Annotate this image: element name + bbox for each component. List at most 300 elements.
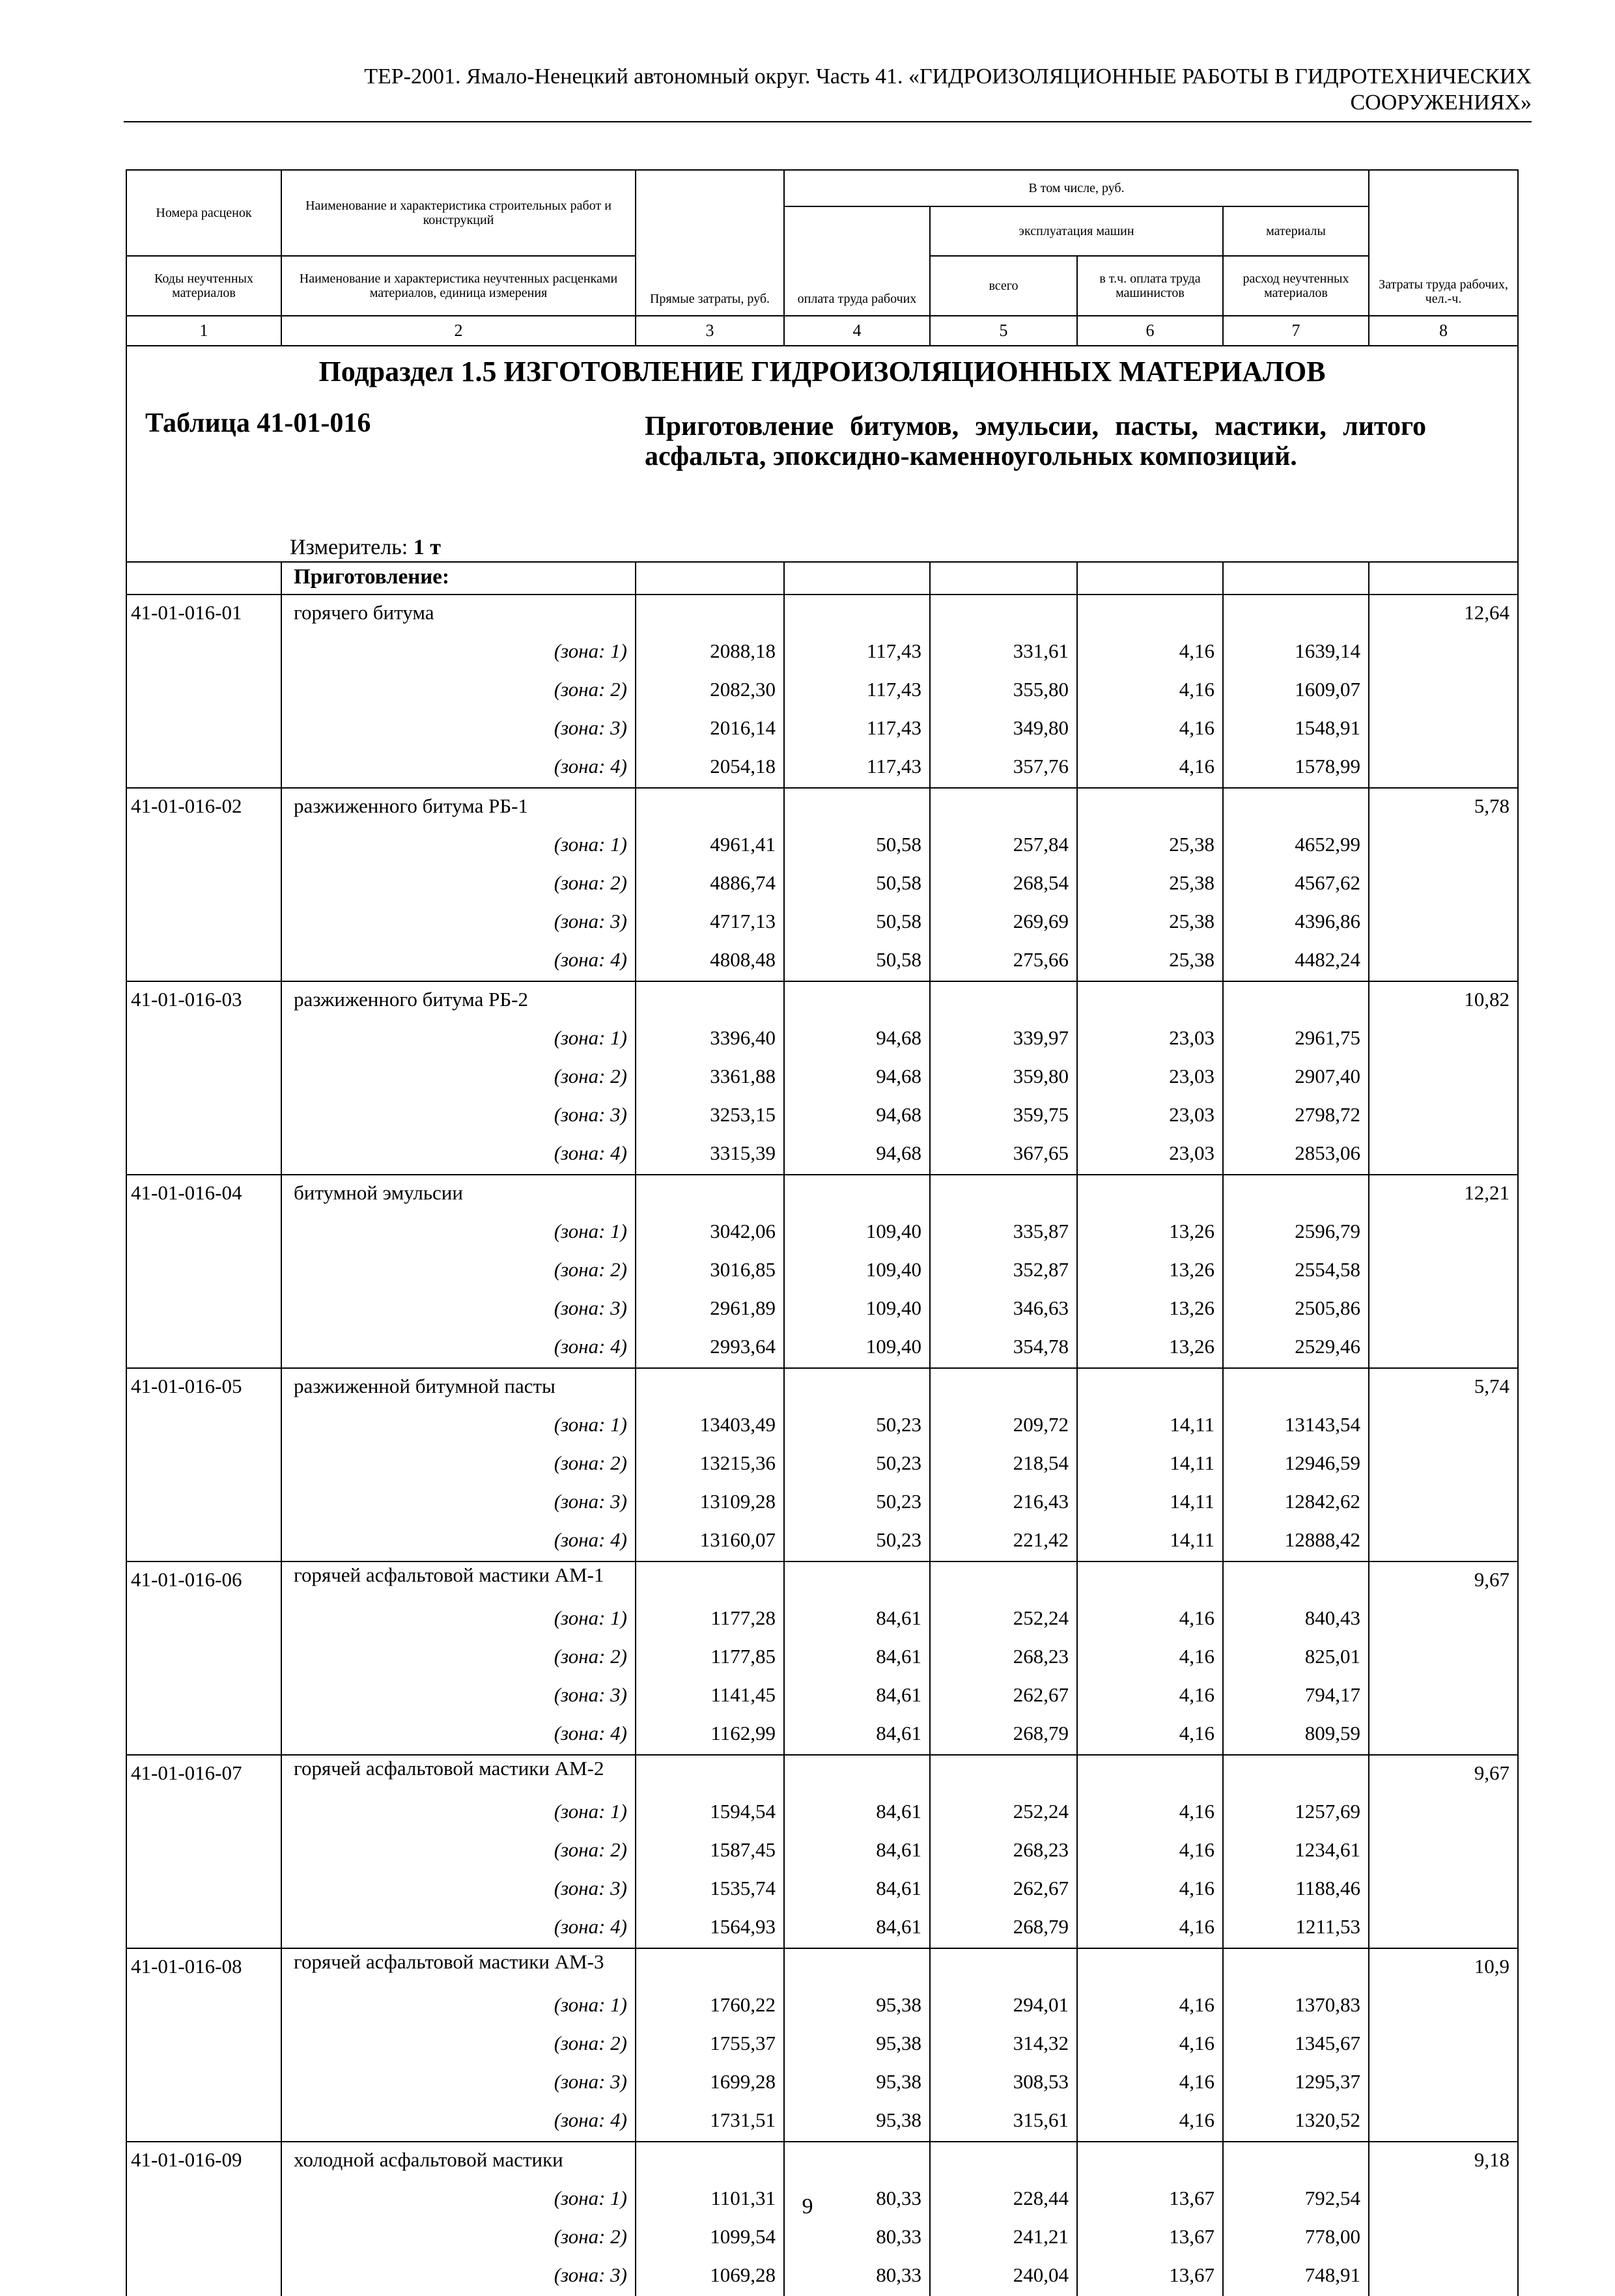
measure-value: 1 т	[413, 535, 441, 559]
labor-cost: 5,74	[1369, 1368, 1518, 1407]
value-direct: 3315,39	[636, 1136, 784, 1175]
value-mach: 268,79	[930, 1909, 1077, 1948]
value-mat: 2596,79	[1223, 1214, 1369, 1252]
column-number: 1	[126, 316, 281, 346]
empty-cell	[1369, 1484, 1518, 1522]
value-mat: 1345,67	[1223, 2026, 1369, 2064]
empty-cell	[1369, 1522, 1518, 1561]
empty-cell	[126, 2103, 281, 2142]
value-pay: 95,38	[784, 2026, 930, 2064]
column-number: 3	[636, 316, 784, 346]
value-direct: 2088,18	[636, 634, 784, 672]
value-direct: 1760,22	[636, 1987, 784, 2026]
value-pay: 50,23	[784, 1484, 930, 1522]
value-mach: 367,65	[930, 1136, 1077, 1175]
empty-cell	[636, 1755, 784, 1794]
empty-cell	[1223, 1175, 1369, 1214]
empty-cell	[126, 1639, 281, 1677]
value-mat: 1257,69	[1223, 1794, 1369, 1832]
empty-cell	[126, 1871, 281, 1909]
empty-cell	[1369, 1832, 1518, 1871]
value-direct: 1535,74	[636, 1871, 784, 1909]
value-mach-pay: 4,16	[1077, 1832, 1223, 1871]
value-mat: 4652,99	[1223, 827, 1369, 865]
empty-cell	[126, 1484, 281, 1522]
zone-row	[126, 827, 1518, 865]
value-mach: 268,23	[930, 1639, 1077, 1677]
col1-top-header: Номера расценок	[126, 170, 281, 256]
empty-cell	[1369, 2219, 1518, 2258]
rate-header-row	[126, 595, 1518, 634]
value-mach: 359,75	[930, 1097, 1077, 1136]
value-pay: 94,68	[784, 1059, 930, 1097]
value-mat: 1320,52	[1223, 2103, 1369, 2142]
empty-cell	[126, 1059, 281, 1097]
value-mach: 228,44	[930, 2181, 1077, 2219]
empty-cell	[1223, 1948, 1369, 1987]
value-mach-pay: 4,16	[1077, 1794, 1223, 1832]
value-mach: 209,72	[930, 1407, 1077, 1446]
empty-cell	[930, 1175, 1077, 1214]
zone-label: (зона: 3)	[281, 1484, 636, 1522]
value-pay: 95,38	[784, 2103, 930, 2142]
empty-cell	[1369, 672, 1518, 710]
value-direct: 2993,64	[636, 1329, 784, 1368]
labor-cost: 9,18	[1369, 2142, 1518, 2181]
empty-cell	[930, 1948, 1077, 1987]
value-mach-pay: 13,26	[1077, 1252, 1223, 1291]
labor-cost: 9,67	[1369, 1755, 1518, 1794]
value-mach-pay: 25,38	[1077, 865, 1223, 904]
value-mach-pay: 13,67	[1077, 2181, 1223, 2219]
value-mach: 346,63	[930, 1291, 1077, 1329]
value-pay: 50,23	[784, 1522, 930, 1561]
value-direct: 13403,49	[636, 1407, 784, 1446]
rate-code: 41-01-016-09	[126, 2142, 281, 2181]
value-direct: 1594,54	[636, 1794, 784, 1832]
empty-cell	[126, 1097, 281, 1136]
value-mach-pay: 23,03	[1077, 1097, 1223, 1136]
column-number: 6	[1077, 316, 1223, 346]
value-mach-pay: 25,38	[1077, 827, 1223, 865]
value-direct: 3042,06	[636, 1214, 784, 1252]
empty-cell	[126, 1832, 281, 1871]
empty-cell	[1077, 1368, 1223, 1407]
value-mach: 262,67	[930, 1677, 1077, 1716]
labor-cost: 5,78	[1369, 788, 1518, 827]
value-pay: 109,40	[784, 1214, 930, 1252]
col8-header: Затраты труда рабочих, чел.-ч.	[1369, 170, 1518, 316]
labor-cost: 10,82	[1369, 981, 1518, 1020]
page-header	[124, 64, 1532, 116]
value-mat: 1548,91	[1223, 710, 1369, 749]
zone-row	[126, 2258, 1518, 2296]
value-mach-pay: 4,16	[1077, 1871, 1223, 1909]
value-pay: 84,61	[784, 1909, 930, 1948]
value-pay: 109,40	[784, 1329, 930, 1368]
value-direct: 3253,15	[636, 1097, 784, 1136]
value-direct: 1755,37	[636, 2026, 784, 2064]
value-mach-pay: 13,26	[1077, 1329, 1223, 1368]
rate-code: 41-01-016-01	[126, 595, 281, 634]
col3-header: Прямые затраты, руб.	[636, 170, 784, 316]
value-mat: 1211,53	[1223, 1909, 1369, 1948]
value-mach: 218,54	[930, 1446, 1077, 1484]
rate-name: горячей асфальтовой мастики АМ-2	[281, 1755, 636, 1794]
zone-label: (зона: 1)	[281, 1214, 636, 1252]
zone-label: (зона: 1)	[281, 827, 636, 865]
col2-top-header: Наименование и характеристика строительных работ и конструкций	[281, 170, 636, 256]
empty-cell	[126, 1214, 281, 1252]
zone-label: (зона: 2)	[281, 1446, 636, 1484]
empty-cell	[1369, 2103, 1518, 2142]
empty-cell	[1223, 1755, 1369, 1794]
rate-code: 41-01-016-08	[126, 1948, 281, 1987]
in-total-header: В том числе, руб.	[784, 170, 1369, 206]
rates-table	[126, 169, 1519, 2296]
value-pay: 95,38	[784, 1987, 930, 2026]
rate-header-row	[126, 788, 1518, 827]
empty-cell	[126, 1446, 281, 1484]
empty-cell	[126, 710, 281, 749]
empty-cell	[1369, 1020, 1518, 1059]
empty-cell	[784, 1368, 930, 1407]
rate-code: 41-01-016-02	[126, 788, 281, 827]
zone-label: (зона: 3)	[281, 1291, 636, 1329]
empty-cell	[636, 981, 784, 1020]
value-mach: 349,80	[930, 710, 1077, 749]
empty-cell	[126, 1522, 281, 1561]
value-mat: 2554,58	[1223, 1252, 1369, 1291]
empty-cell	[784, 1755, 930, 1794]
value-direct: 4886,74	[636, 865, 784, 904]
value-mach: 294,01	[930, 1987, 1077, 2026]
empty-cell	[126, 1601, 281, 1639]
value-mat: 13143,54	[1223, 1407, 1369, 1446]
value-pay: 84,61	[784, 1677, 930, 1716]
zone-row	[126, 865, 1518, 904]
empty-cell	[126, 827, 281, 865]
zone-row	[126, 1716, 1518, 1755]
empty-cell	[126, 1136, 281, 1175]
col6-header: в т.ч. оплата труда машинистов	[1077, 256, 1223, 316]
value-mach: 241,21	[930, 2219, 1077, 2258]
empty-cell	[930, 1755, 1077, 1794]
rate-name: разжиженного битума РБ-2	[281, 981, 636, 1020]
rate-header-row	[126, 981, 1518, 1020]
column-number: 5	[930, 316, 1077, 346]
value-mach: 331,61	[930, 634, 1077, 672]
value-mach-pay: 14,11	[1077, 1407, 1223, 1446]
empty-cell	[1369, 2064, 1518, 2103]
value-mat: 825,01	[1223, 1639, 1369, 1677]
value-mach: 314,32	[930, 2026, 1077, 2064]
value-direct: 1564,93	[636, 1909, 784, 1948]
rate-name: разжиженного битума РБ-1	[281, 788, 636, 827]
value-pay: 50,23	[784, 1407, 930, 1446]
empty-cell	[1369, 1329, 1518, 1368]
zone-row	[126, 1832, 1518, 1871]
empty-cell	[126, 1407, 281, 1446]
table-label: Таблица 41-01-016	[145, 408, 371, 438]
zone-label: (зона: 4)	[281, 1716, 636, 1755]
column-number: 7	[1223, 316, 1369, 346]
value-mach: 216,43	[930, 1484, 1077, 1522]
value-mach-pay: 4,16	[1077, 672, 1223, 710]
zone-row	[126, 1407, 1518, 1446]
value-mat: 1188,46	[1223, 1871, 1369, 1909]
value-direct: 1141,45	[636, 1677, 784, 1716]
value-direct: 2961,89	[636, 1291, 784, 1329]
value-mach-pay: 23,03	[1077, 1136, 1223, 1175]
machines-header: эксплуатация машин	[930, 206, 1223, 256]
page-number: 9	[802, 2194, 813, 2219]
labor-cost: 12,21	[1369, 1175, 1518, 1214]
zone-label: (зона: 1)	[281, 634, 636, 672]
zone-label: (зона: 4)	[281, 942, 636, 981]
value-pay: 117,43	[784, 710, 930, 749]
empty-cell	[1077, 1561, 1223, 1601]
empty-cell	[126, 1909, 281, 1948]
empty-cell	[1369, 1446, 1518, 1484]
empty-cell	[636, 1368, 784, 1407]
value-mach-pay: 25,38	[1077, 904, 1223, 942]
value-mach-pay: 4,16	[1077, 710, 1223, 749]
empty-cell	[126, 1677, 281, 1716]
table-head	[126, 170, 1518, 346]
value-direct: 13160,07	[636, 1522, 784, 1561]
zone-label: (зона: 3)	[281, 1097, 636, 1136]
empty-cell	[1077, 595, 1223, 634]
empty-cell	[1369, 1252, 1518, 1291]
empty-cell	[126, 1252, 281, 1291]
zone-label: (зона: 2)	[281, 672, 636, 710]
prep-label: Приготовление:	[281, 562, 636, 595]
measure	[290, 535, 441, 559]
empty-cell	[1223, 981, 1369, 1020]
prep-row	[126, 562, 1518, 595]
zone-row	[126, 942, 1518, 981]
empty-cell	[1369, 1291, 1518, 1329]
value-direct: 3361,88	[636, 1059, 784, 1097]
materials-header: материалы	[1223, 206, 1369, 256]
value-direct: 1162,99	[636, 1716, 784, 1755]
value-direct: 1177,85	[636, 1639, 784, 1677]
value-mat: 1609,07	[1223, 672, 1369, 710]
value-pay: 94,68	[784, 1097, 930, 1136]
empty-cell	[126, 2064, 281, 2103]
labor-cost: 10,9	[1369, 1948, 1518, 1987]
zone-row	[126, 1639, 1518, 1677]
value-mach-pay: 4,16	[1077, 749, 1223, 788]
rate-code: 41-01-016-04	[126, 1175, 281, 1214]
value-pay: 95,38	[784, 2064, 930, 2103]
value-mach-pay: 4,16	[1077, 1909, 1223, 1948]
empty-cell	[1223, 1561, 1369, 1601]
empty-cell	[784, 1948, 930, 1987]
zone-label: (зона: 1)	[281, 1601, 636, 1639]
empty-cell	[930, 1368, 1077, 1407]
value-mach-pay: 14,11	[1077, 1522, 1223, 1561]
value-mach-pay: 4,16	[1077, 1677, 1223, 1716]
empty-cell	[784, 788, 930, 827]
empty-cell	[1077, 1175, 1223, 1214]
value-pay: 94,68	[784, 1020, 930, 1059]
empty-cell	[1223, 788, 1369, 827]
labor-cost: 9,67	[1369, 1561, 1518, 1601]
value-mat: 12842,62	[1223, 1484, 1369, 1522]
header-line-2: СООРУЖЕНИЯХ»	[1350, 91, 1532, 115]
value-pay: 50,58	[784, 865, 930, 904]
zone-row	[126, 749, 1518, 788]
value-direct: 13215,36	[636, 1446, 784, 1484]
empty-cell	[1077, 1755, 1223, 1794]
zone-label: (зона: 2)	[281, 1059, 636, 1097]
value-mach: 221,42	[930, 1522, 1077, 1561]
value-direct: 1101,31	[636, 2181, 784, 2219]
value-direct: 1731,51	[636, 2103, 784, 2142]
table-description: Приготовление битумов, эмульсии, пасты, мастики, литого асфальта, эпоксидно-каменноугольных композиций.	[645, 412, 1426, 471]
empty-cell	[126, 942, 281, 981]
empty-cell	[1369, 710, 1518, 749]
value-pay: 80,33	[784, 2258, 930, 2296]
empty-cell	[1369, 1214, 1518, 1252]
value-pay: 50,58	[784, 827, 930, 865]
value-mach-pay: 13,26	[1077, 1291, 1223, 1329]
labor-cost: 12,64	[1369, 595, 1518, 634]
zone-row	[126, 1214, 1518, 1252]
zone-row	[126, 1329, 1518, 1368]
empty-cell	[126, 1329, 281, 1368]
value-mach: 354,78	[930, 1329, 1077, 1368]
measure-label: Измеритель:	[290, 535, 408, 559]
value-mach-pay: 13,67	[1077, 2258, 1223, 2296]
header-line-1: ТЕР-2001. Ямало-Ненецкий автономный округ. Часть 41. «ГИДРОИЗОЛЯЦИОННЫЕ РАБОТЫ В ГИДРОТЕХНИЧЕСКИХ	[364, 64, 1532, 89]
empty-cell	[1369, 1601, 1518, 1639]
column-number: 8	[1369, 316, 1518, 346]
empty-cell	[1369, 1909, 1518, 1948]
rate-code: 41-01-016-03	[126, 981, 281, 1020]
value-mach: 308,53	[930, 2064, 1077, 2103]
value-mach-pay: 13,26	[1077, 1214, 1223, 1252]
value-pay: 109,40	[784, 1291, 930, 1329]
zone-row	[126, 1020, 1518, 1059]
empty-cell	[1369, 1407, 1518, 1446]
value-direct: 1177,28	[636, 1601, 784, 1639]
rate-code: 41-01-016-05	[126, 1368, 281, 1407]
value-mach-pay: 4,16	[1077, 2103, 1223, 2142]
zone-label: (зона: 1)	[281, 1987, 636, 2026]
prep-empty	[784, 562, 930, 595]
value-mat: 1295,37	[1223, 2064, 1369, 2103]
empty-cell	[636, 595, 784, 634]
value-mach: 339,97	[930, 1020, 1077, 1059]
empty-cell	[1369, 634, 1518, 672]
rate-header-row	[126, 1368, 1518, 1407]
rate-name: холодной асфальтовой мастики	[281, 2142, 636, 2181]
empty-cell	[1077, 2142, 1223, 2181]
zone-row	[126, 1987, 1518, 2026]
value-mach-pay: 4,16	[1077, 1601, 1223, 1639]
empty-cell	[126, 865, 281, 904]
value-mat: 809,59	[1223, 1716, 1369, 1755]
zone-label: (зона: 3)	[281, 1677, 636, 1716]
zone-row	[126, 2103, 1518, 2142]
value-mach-pay: 4,16	[1077, 2064, 1223, 2103]
empty-cell	[126, 749, 281, 788]
zone-label: (зона: 4)	[281, 1329, 636, 1368]
empty-cell	[784, 1175, 930, 1214]
empty-cell	[1369, 749, 1518, 788]
zone-label: (зона: 1)	[281, 1020, 636, 1059]
empty-cell	[1369, 1136, 1518, 1175]
value-direct: 1099,54	[636, 2219, 784, 2258]
zone-row	[126, 904, 1518, 942]
zone-row	[126, 1677, 1518, 1716]
empty-cell	[1369, 1716, 1518, 1755]
value-mach: 275,66	[930, 942, 1077, 981]
zone-label: (зона: 3)	[281, 2064, 636, 2103]
value-direct: 4961,41	[636, 827, 784, 865]
zone-label: (зона: 1)	[281, 2181, 636, 2219]
empty-cell	[1369, 865, 1518, 904]
value-pay: 80,33	[784, 2219, 930, 2258]
zone-label: (зона: 2)	[281, 1639, 636, 1677]
value-pay: 84,61	[784, 1832, 930, 1871]
value-pay: 84,61	[784, 1871, 930, 1909]
value-mach: 257,84	[930, 827, 1077, 865]
value-mach: 315,61	[930, 2103, 1077, 2142]
value-mat: 748,91	[1223, 2258, 1369, 2296]
col1-bottom-header: Коды неучтенных материалов	[126, 256, 281, 316]
value-direct: 2082,30	[636, 672, 784, 710]
value-mach: 268,23	[930, 1832, 1077, 1871]
value-mach: 268,54	[930, 865, 1077, 904]
zone-label: (зона: 4)	[281, 1909, 636, 1948]
value-direct: 3396,40	[636, 1020, 784, 1059]
value-mat: 778,00	[1223, 2219, 1369, 2258]
value-direct: 1699,28	[636, 2064, 784, 2103]
prep-empty	[1369, 562, 1518, 595]
value-mat: 2798,72	[1223, 1097, 1369, 1136]
empty-cell	[636, 788, 784, 827]
value-mach: 359,80	[930, 1059, 1077, 1097]
empty-cell	[1077, 981, 1223, 1020]
empty-cell	[636, 1561, 784, 1601]
value-mat: 2529,46	[1223, 1329, 1369, 1368]
empty-cell	[1369, 1059, 1518, 1097]
empty-cell	[126, 672, 281, 710]
empty-cell	[1369, 904, 1518, 942]
value-mach: 352,87	[930, 1252, 1077, 1291]
value-mach: 269,69	[930, 904, 1077, 942]
value-mat: 4567,62	[1223, 865, 1369, 904]
zone-label: (зона: 4)	[281, 1136, 636, 1175]
empty-cell	[930, 1561, 1077, 1601]
value-mach: 252,24	[930, 1794, 1077, 1832]
prep-empty	[930, 562, 1077, 595]
value-mach-pay: 4,16	[1077, 634, 1223, 672]
zone-label: (зона: 2)	[281, 865, 636, 904]
col7-header: расход неучтенных материалов	[1223, 256, 1369, 316]
empty-cell	[930, 788, 1077, 827]
value-pay: 109,40	[784, 1252, 930, 1291]
value-mat: 2853,06	[1223, 1136, 1369, 1175]
value-direct: 3016,85	[636, 1252, 784, 1291]
value-pay: 117,43	[784, 749, 930, 788]
value-mat: 2961,75	[1223, 1020, 1369, 1059]
value-mat: 1234,61	[1223, 1832, 1369, 1871]
